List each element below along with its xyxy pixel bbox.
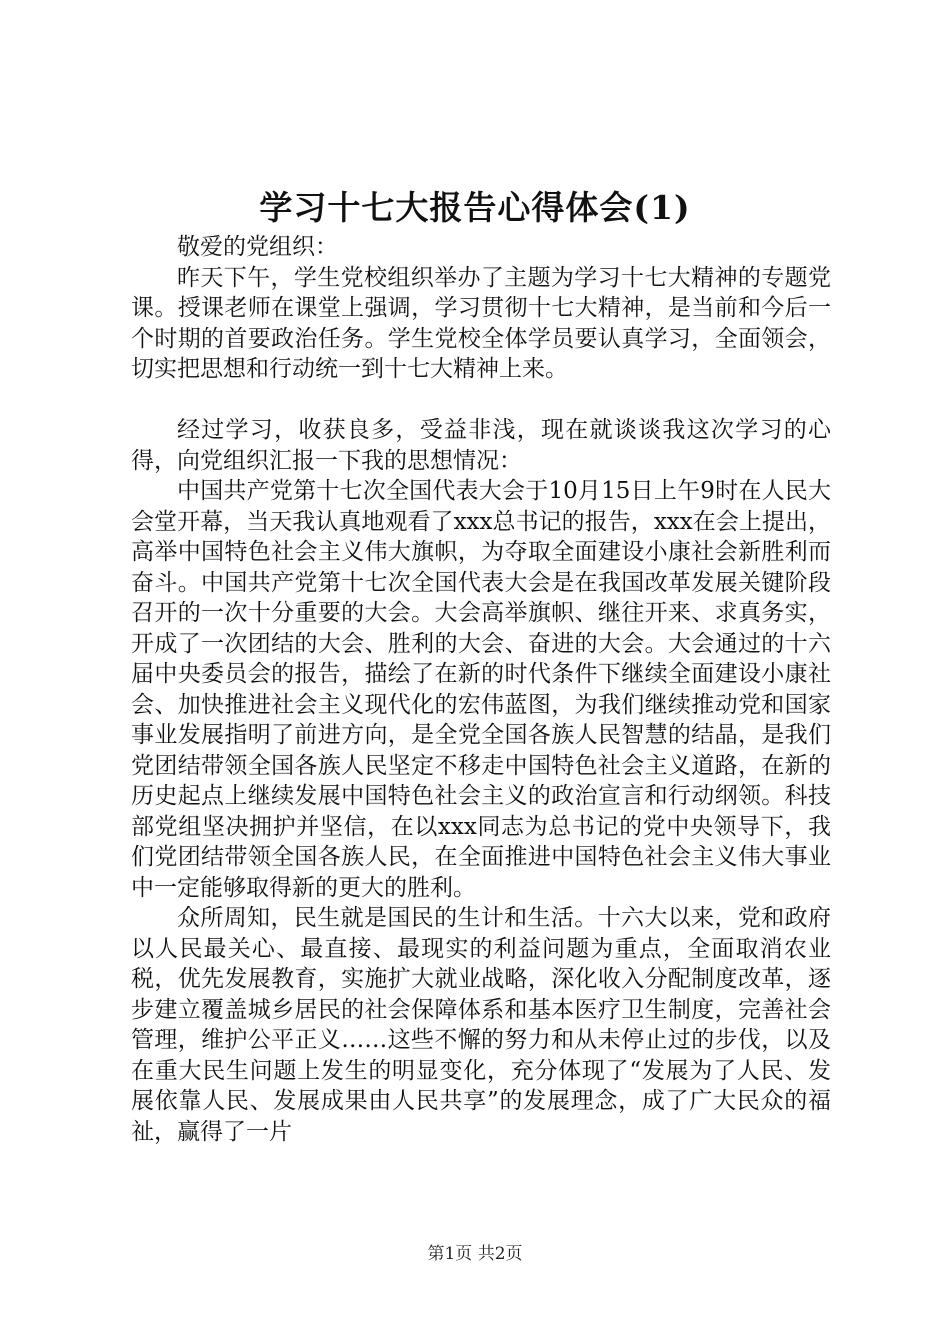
paragraph-2: 经过学习，收获良多，受益非浅，现在就谈谈我这次学习的心得，向党组织汇报一下我的思想情况： <box>131 417 831 474</box>
page-number-footer: 第1页 共2页 <box>427 1244 523 1264</box>
paragraph-1: 昨天下午，学生党校组织举办了主题为学习十七大精神的专题党课。授课老师在课堂上强调，学习贯彻十七大精神，是当前和今后一个时期的首要政治任务。学生党校全体学员要认真学习，全面领会，切实把思想和行动统一到十七大精神上来。 <box>131 264 831 382</box>
salutation: 敬爱的党组织： <box>177 234 338 260</box>
paragraph-3: 中国共产党第十七次全国代表大会于10月15日上午9时在人民大会堂开幕，当天我认真地观看了xxx总书记的报告，xxx在会上提出，高举中国特色社会主义伟大旗帜，为夺取全面建设小康社会新胜利而奋斗。中国共产党第十七次全国代表大会是在我国改革发展关键阶段召开的一次十分重要的大会。大会高举旗帜、继往开来、求真务实，开成了一次团结的大会、胜利的大会、奋进的大会。大会通过的十六届中央委员会的报告，描绘了在新的时代条件下继续全面建设小康社会、加快推进社会主义现代化的宏伟蓝图，为我们继续推动党和国家事业发展指明了前进方向，是全党全国各族人民智慧的结晶，是我们党团结带领全国各族人民坚定不移走中国特色社会主义道路，在新的历史起点上继续发展中国特色社会主义的政治宣言和行动纲领。科技部党组坚决拥护并坚信，在以xxx同志为总书记的党中央领导下，我们党团结带领全国各族人民，在全面推进中国特色社会主义伟大事业中一定能够取得新的更大的胜利。 <box>131 478 831 901</box>
paragraph-4: 众所周知，民生就是国民的生计和生活。十六大以来，党和政府以人民最关心、最直接、最现实的利益问题为重点，全面取消农业税，优先发展教育，实施扩大就业战略，深化收入分配制度改革，逐步建立覆盖城乡居民的社会保障体系和基本医疗卫生制度，完善社会管理，维护公平正义……这些不懈的努力和从未停止过的步伐，以及在重大民生问题上发生的明显变化，充分体现了“发展为了人民、发展依靠人民、发展成果由人民共享”的发展理念，成了广大民众的福祉，赢得了一片 <box>131 905 831 1145</box>
document-body <box>131 232 831 1147</box>
document-title: 学习十七大报告心得体会(1) <box>259 188 691 227</box>
